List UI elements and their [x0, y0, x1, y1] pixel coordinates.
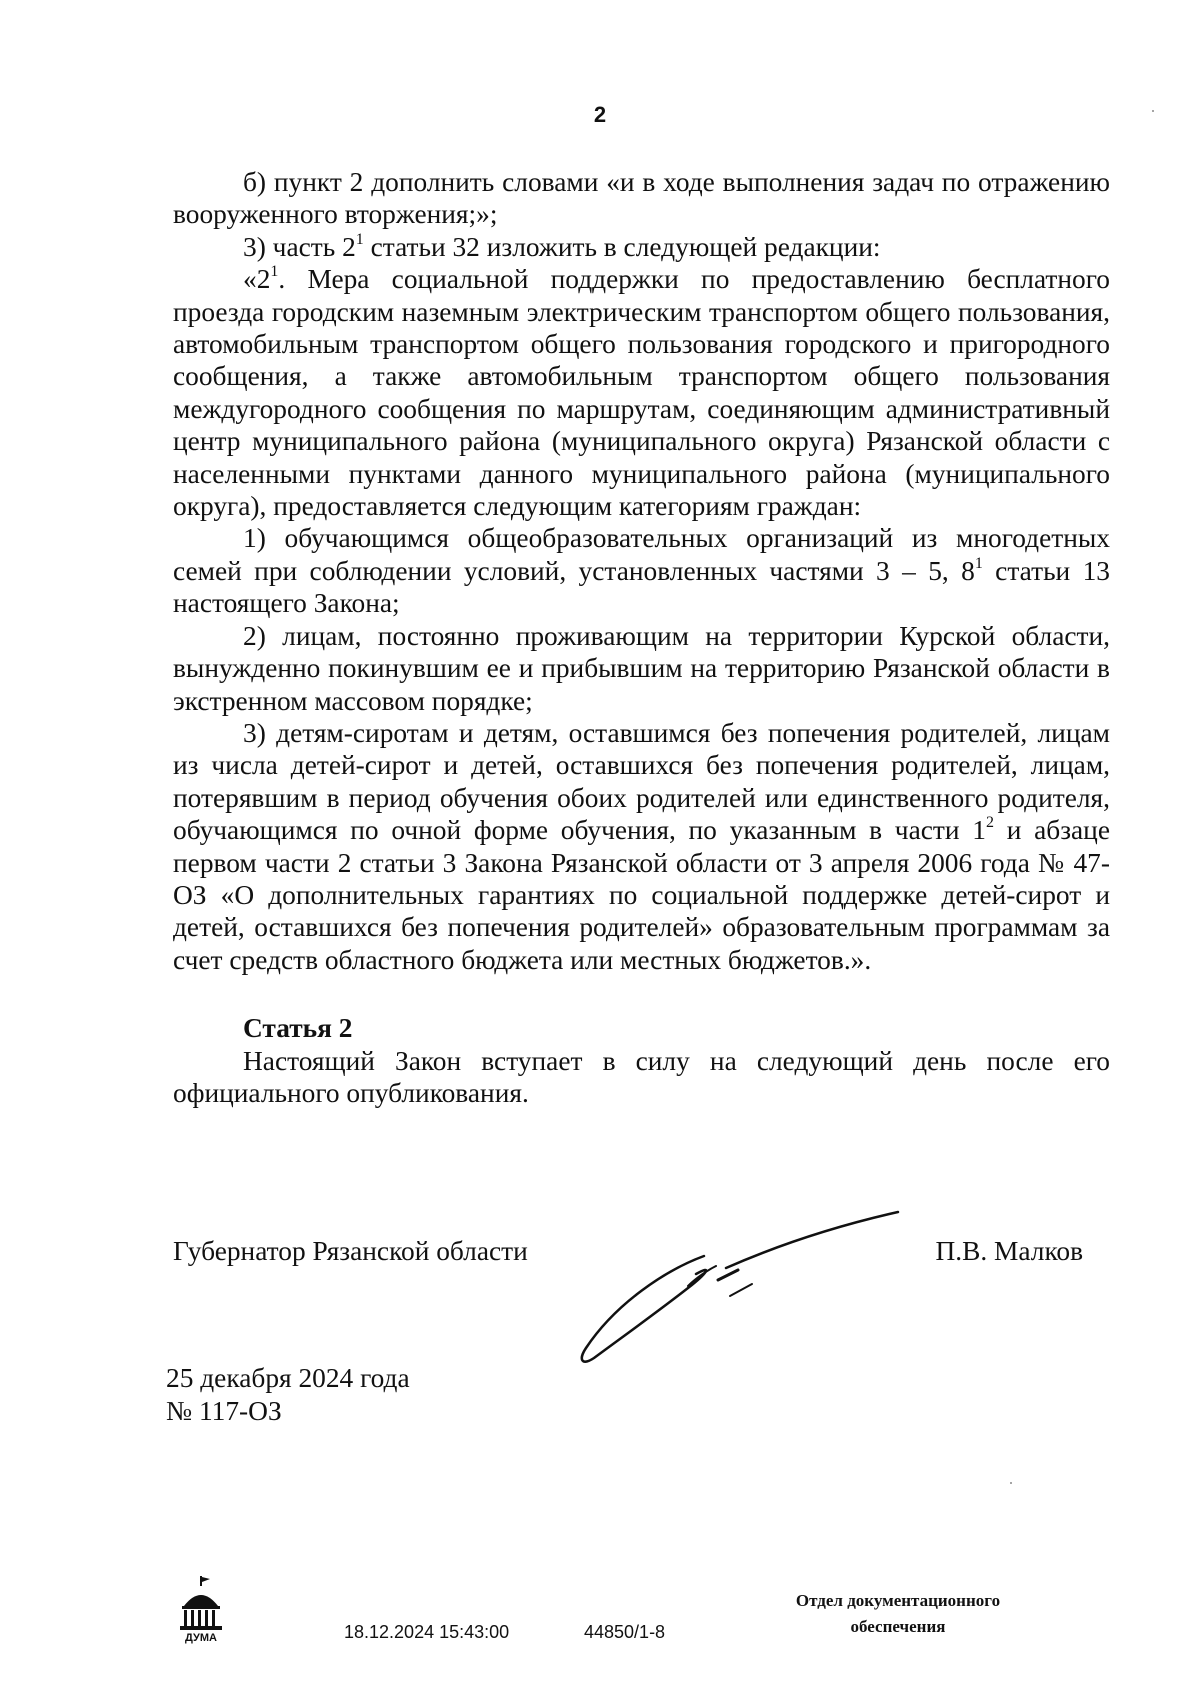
article-2-text: Настоящий Закон вступает в силу на следующий день после его официального опубликования. — [173, 1045, 1110, 1108]
paragraph-item-2: 2) лицам, постоянно проживающим на территории Курской области, вынужденно покинувшим ее и прибывшим на территорию Рязанской области в экстренном массовом порядке; — [173, 620, 1110, 716]
article-2-heading: Статья 2 — [243, 1013, 353, 1044]
date-block — [166, 1362, 410, 1428]
footer-department — [748, 1588, 1048, 1640]
footer-timestamp: 18.12.2024 15:43:00 — [344, 1622, 510, 1642]
footer-department-line1: Отдел документационного — [795, 1591, 1001, 1610]
footer-code: 44850/1-8 — [584, 1622, 666, 1642]
signing-date: 25 декабря 2024 года — [166, 1363, 410, 1393]
law-number: № 117-ОЗ — [166, 1396, 282, 1426]
svg-text:ДУМА: ДУМА — [185, 1632, 217, 1644]
scan-speck — [1010, 1482, 1012, 1484]
footer-department-line2: обеспечения — [850, 1617, 946, 1636]
paragraph-b: б) пункт 2 дополнить словами «и в ходе выполнения задач по отражению вооруженного вторжения;»; — [173, 167, 1110, 230]
paragraph-measure: «$2^1$. Мера социальной поддержки по предоставлению бесплатного проезда городским наземным электрическим транспортом общего пользования, автомобильным транспортом общего пользования городского и пригородного сообщения, а также автомобильным транспортом общего пользования междугородного сообщения по маршрутам, соединяющим административный центр муниципального района (муниципального округа) Рязанской области с населенными пунктами данного муниципального района (муниципального округа), предоставляется следующим категориям граждан: — [173, 263, 1110, 522]
handwritten-signature — [576, 1208, 916, 1368]
governor-name: П.В. Малков — [935, 1236, 1083, 1266]
paragraph-item-1: 1) обучающимся общеобразовательных организаций из многодетных семей при соблюдении условий, установленных частями 3 – 5, $8^1$ статьи 13 настоящего Закона; — [173, 523, 1110, 619]
duma-logo-icon — [176, 1576, 226, 1644]
governor-title: Губернатор Рязанской области — [173, 1236, 528, 1266]
paragraph-3-part: 3) часть $2^1$ статьи 32 изложить в следующей редакции: — [243, 230, 881, 262]
document-body — [173, 166, 1110, 1109]
scan-speck — [1152, 110, 1154, 112]
paragraph-item-3: 3) детям-сиротам и детям, оставшимся без попечения родителей, лицам из числа детей-сирот и детей, оставшихся без попечения родителей, лицам, потерявшим в период обучения обоих родителей или единственного родителя, обучающимся по очной форме обучения, по указанным в части $1^2$ и абзаце первом части 2 статьи 3 Закона Рязанской области от 3 апреля 2006 года № 47-ОЗ «О дополнительных гарантиях по социальной поддержке детей-сирот и детей, оставшихся без попечения родителей» образовательным программам за счет средств областного бюджета или местных бюджетов.». — [173, 717, 1110, 975]
page-number: 2 — [593, 102, 607, 127]
